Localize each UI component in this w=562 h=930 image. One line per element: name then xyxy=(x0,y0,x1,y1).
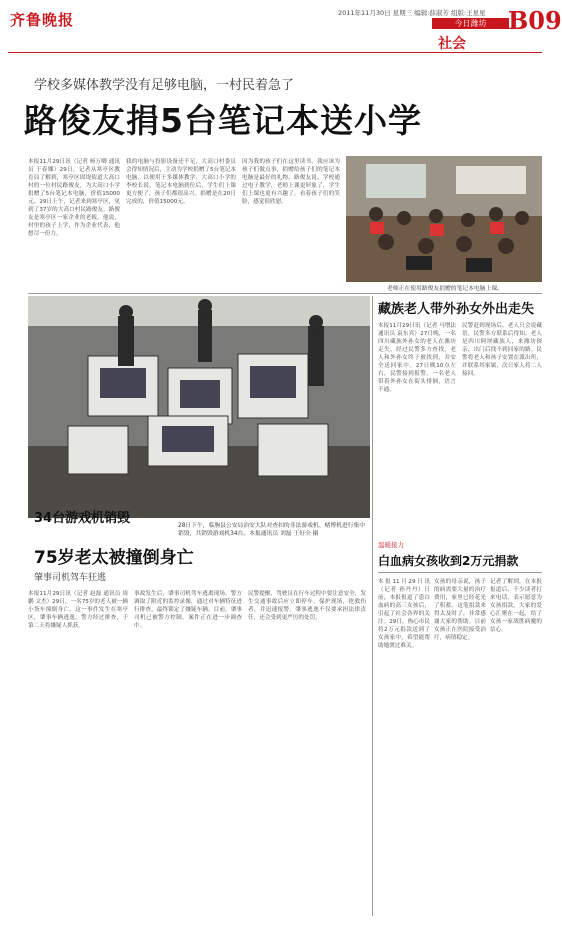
page-number: B09 xyxy=(508,6,562,35)
elderly-subhead: 肇事司机驾车狂逃 xyxy=(34,573,107,583)
leukemia-rule xyxy=(378,572,542,573)
leukemia-headline: 白血病女孩收到2万元捐款 xyxy=(378,554,519,568)
game-machines-illustration xyxy=(28,296,370,518)
classroom-illustration xyxy=(346,156,542,282)
column-divider xyxy=(372,296,373,916)
tibet-column-1: 本报11月29日讯（记者 马增法 通讯员 袁东宾）27日晚，一名四川藏族外孙女的老人在潍坊走失，经过民警多方查找，老人和外孙女终于被找到，并安全送回家中。27日晚10点左右，民警接到报警，一名老人带着外孙女在街头徘徊，语言不通。 xyxy=(378,323,456,393)
section-title: 社会 xyxy=(438,36,466,52)
tibet-column-2: 民警赶到现场后，老人只会说藏语，民警多方联系后得知，老人是四川阿坝藏族人，来潍坊探亲，出门后找不到回家的路。民警将老人和孩子安置在派出所，并联系其家属，次日家人将二人接回。 xyxy=(462,323,542,377)
leukemia-column-3: 记者了解到，在本报报道后，不少读者打来电话，表示愿意为女孩捐款。大家的爱心汇聚在一起，给了女孩一家战胜病魔的信心。 xyxy=(490,579,542,633)
game-headline: 34台游戏机销毁 xyxy=(34,511,131,526)
classroom-photo xyxy=(346,156,542,282)
lead-column-3: 因为我的孩子们在这里读书，我应该为孩子们做点事，捐赠给孩子们的笔记本电脑是最好的礼物。路俊友说，学校通过电子教学，老师上课更形象了，学生们上课也更有兴趣了，看着孩子们的笑脸，感觉很欣慰。 xyxy=(242,159,340,205)
masthead-rule xyxy=(8,52,542,53)
column-tag: 今日潍坊 xyxy=(432,18,509,29)
classroom-photo-caption: 老师正在使用路俊友捐赠的笔记本电脑上课。 xyxy=(387,286,503,292)
leukemia-column-1: 本报11月29日讯（记者 孙丹丹）日前，本报报道了患白血病的高三女孩后，引起了社会各界的关注。29日，热心市民将2万元捐款送到了女孩家中，希望能帮助她渡过难关。 xyxy=(378,579,430,649)
lead-column-2: 我的电脑与投影设备还不足，大高口村委员会得知情况后，主动为学校捐赠了5台笔记本电脑，以便用于多媒体教学。大高口小学的李校长说，笔记本电脑到位后，学生们上课更方便了，孩子们都很高兴。捐赠是在20日完成的，价值15000元。 xyxy=(126,159,236,205)
leukemia-kicker: 温暖接力 xyxy=(378,541,404,549)
tibet-headline: 藏族老人带外孙女外出走失 xyxy=(378,302,535,317)
game-machines-photo xyxy=(28,296,370,518)
elderly-column-2: 事故发生后，肇事司机驾车逃离现场。警方调取了附近的监控录像，通过对车辆特征进行排查，最终锁定了嫌疑车辆。目前，肇事司机已被警方控制，案件正在进一步调查中。 xyxy=(134,591,242,629)
elderly-headline: 75岁老太被撞倒身亡 xyxy=(34,548,194,568)
lead-column-1: 本报11月29日讯（记者 杨万卿 通讯员 于春娜）29日，记者从寒亭区教育局了解到，寒亭区固堤街道大高口村的一位村民路俊友，为大高口小学捐赠了5台笔记本电脑，价值15000元。29日上午，记者来到寒亭区，见到了37岁的大高口村民路俊友，路俊友是寒亭区一家企业的老板，他说，村里的孩子上学，作为企业代表，他想尽一份力。 xyxy=(28,159,120,237)
lead-kicker: 学校多媒体教学没有足够电脑，一村民着急了 xyxy=(34,78,295,93)
leukemia-column-2: 女孩的母亲说，孩子的病需要大量的治疗费用，家里已经花光了积蓄。这笔捐款来得太及时了，非常感谢大家的帮助。目前女孩正在医院接受治疗，病情稳定。 xyxy=(434,579,486,641)
dateline: 2011年11月30日 星期三 编辑:薛淑芳 组版:王星星 xyxy=(338,9,486,17)
newspaper-logo: 齐鲁晚报 xyxy=(10,11,75,29)
elderly-column-1: 本报11月29日讯（记者 赵磊 通讯员 周鹏 文杰）29日，一名75岁的老人被一辆小货车撞倒身亡，这一事件发生在寒亭区，肇事车辆逃逸。警方经过排查，于第二天将嫌疑人抓获。 xyxy=(28,591,128,629)
game-photo-caption: 28日下午，临朐县公安局治安大队对查扣的非法游戏机、赌博机进行集中销毁，共销毁游戏机34台。本报通讯员 刘磊 王好全 摄 xyxy=(178,523,366,537)
lead-headline: 路俊友捐5台笔记本送小学 xyxy=(24,101,422,140)
section-divider xyxy=(28,293,542,294)
elderly-column-3: 民警提醒，驾驶员在行车过程中要注意安全，发生交通事故后应立即停车，保护现场，抢救伤者，并迅速报警。肇事逃逸不仅要承担法律责任，还会受到更严厉的处罚。 xyxy=(248,591,366,621)
